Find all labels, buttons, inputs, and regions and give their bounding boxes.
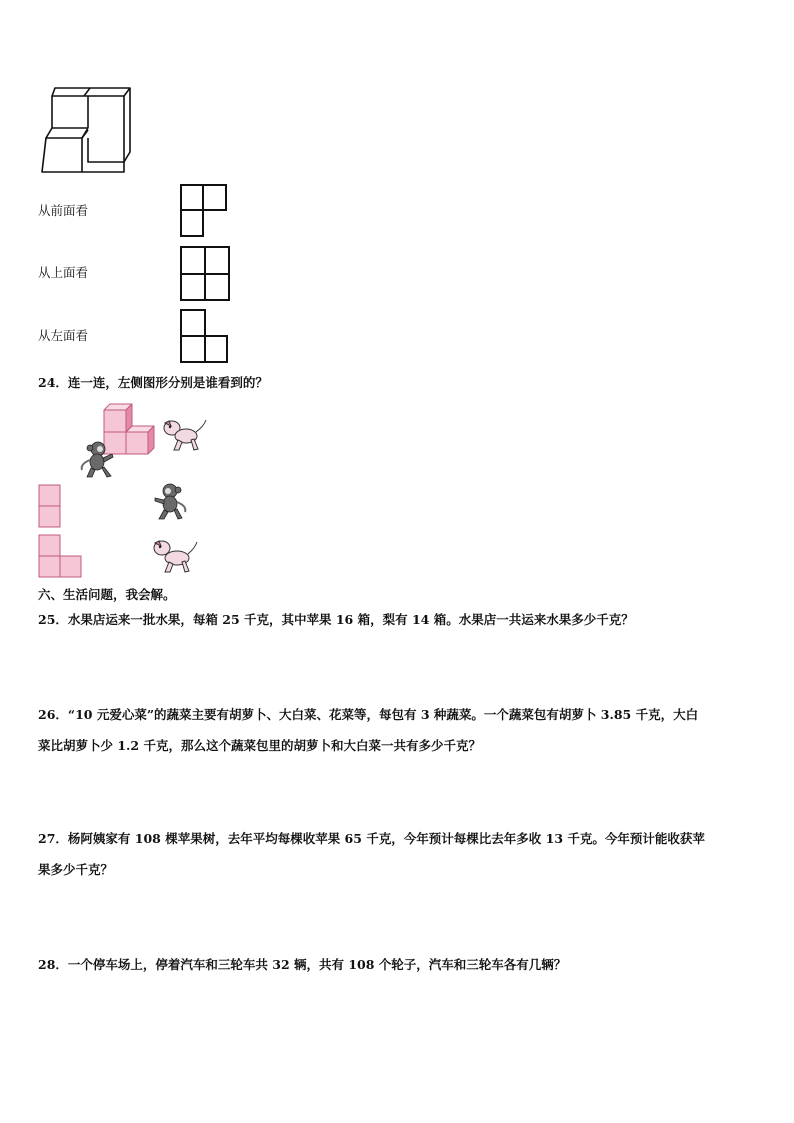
left-view-grid — [180, 309, 232, 365]
monkey-icon — [78, 440, 118, 480]
top-view-grid — [180, 246, 232, 302]
question-27-line2: 果多少千克？ — [38, 862, 114, 877]
front-view-grid — [180, 184, 230, 238]
answer-shape-vertical — [38, 484, 62, 530]
view-label-left: 从左面看 — [38, 328, 89, 343]
question-26-line2: 菜比胡萝卜少 1.2 千克，那么这个蔬菜包里的胡萝卜和大白菜一共有多少千克？ — [38, 738, 481, 753]
question-24: 24．连一连，左侧图形分别是谁看到的？ — [38, 375, 268, 390]
view-label-front: 从前面看 — [38, 203, 89, 218]
question-28: 28．一个停车场上，停着汽车和三轮车共 32 辆，共有 108 个轮子，汽车和三轮车各有几辆？ — [38, 957, 567, 972]
dog-icon — [160, 418, 208, 454]
monkey-icon — [150, 482, 190, 522]
section-title: 六、生活问题，我会解。 — [38, 587, 176, 602]
dog-icon — [150, 538, 198, 576]
answer-shape-l — [38, 534, 84, 580]
question-27-line1: 27．杨阿姨家有 108 棵苹果树，去年平均每棵收苹果 65 千克，今年预计每棵比去年多收 13 千克。今年预计能收获苹 — [38, 831, 705, 846]
question-25: 25．水果店运来一批水果，每箱 25 千克，其中苹果 16 箱，梨有 14 箱。水果店一共运来水果多少千克？ — [38, 612, 634, 627]
cube-stack-figure — [38, 80, 138, 180]
view-label-top: 从上面看 — [38, 265, 89, 280]
question-26-line1: 26．“10 元爱心菜”的蔬菜主要有胡萝卜、大白菜、花菜等，每包有 3 种蔬菜。一个蔬菜包有胡萝卜 3.85 千克，大白 — [38, 707, 699, 722]
